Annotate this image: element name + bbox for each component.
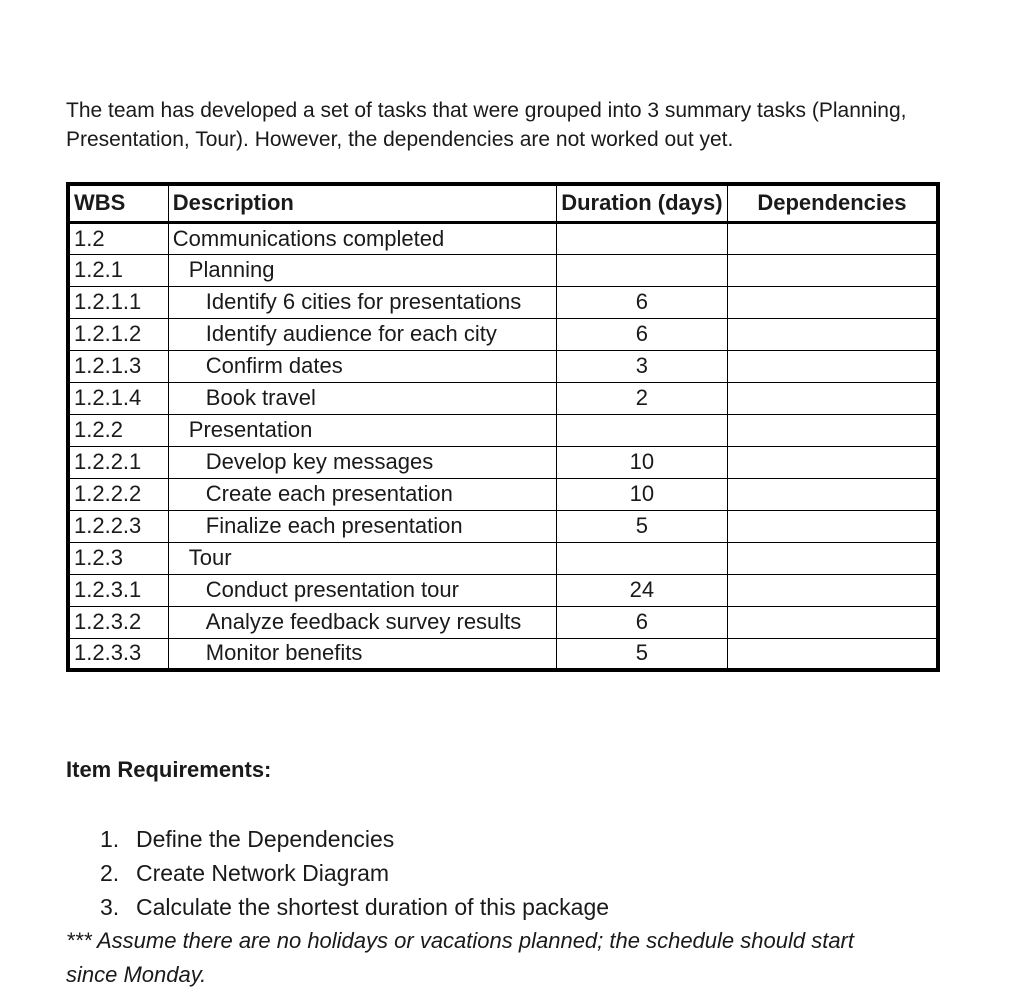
duration-cell: 10	[556, 446, 727, 478]
list-item	[100, 856, 609, 890]
duration-cell	[556, 254, 727, 286]
list-number: 1.	[100, 826, 120, 852]
list-text: Define the Dependencies	[136, 826, 395, 852]
duration-cell	[556, 542, 727, 574]
intro-line-1: The team has developed a set of tasks that were grouped into 3 summary tasks (Planning,	[66, 99, 907, 122]
table-row	[68, 606, 938, 638]
wbs-cell: 1.2.1	[68, 254, 168, 286]
description-cell: Identify audience for each city	[168, 318, 556, 350]
description-cell: Planning	[168, 254, 556, 286]
duration-cell: 10	[556, 478, 727, 510]
table-row	[68, 574, 938, 606]
list-number: 3.	[100, 894, 120, 920]
dependencies-cell	[727, 318, 938, 350]
description-cell: Develop key messages	[168, 446, 556, 478]
duration-cell: 2	[556, 382, 727, 414]
wbs-cell: 1.2.2.1	[68, 446, 168, 478]
table-row	[68, 222, 938, 254]
description-cell: Create each presentation	[168, 478, 556, 510]
wbs-cell: 1.2.2.2	[68, 478, 168, 510]
list-item	[100, 822, 609, 856]
list-number: 2.	[100, 860, 120, 886]
duration-cell	[556, 222, 727, 254]
table-row	[68, 510, 938, 542]
dependencies-cell	[727, 574, 938, 606]
wbs-cell: 1.2.3.1	[68, 574, 168, 606]
note-line-2: since Monday.	[66, 962, 207, 987]
list-text: Create Network Diagram	[136, 860, 390, 886]
dependencies-cell	[727, 254, 938, 286]
table-row	[68, 478, 938, 510]
wbs-cell: 1.2.2.3	[68, 510, 168, 542]
dependencies-cell	[727, 286, 938, 318]
description-cell: Tour	[168, 542, 556, 574]
table-row	[68, 318, 938, 350]
table-row	[68, 286, 938, 318]
wbs-cell: 1.2.3.3	[68, 638, 168, 670]
description-cell: Monitor benefits	[168, 638, 556, 670]
list-item	[100, 890, 609, 924]
table-row	[68, 350, 938, 382]
description-cell: Conduct presentation tour	[168, 574, 556, 606]
duration-cell: 5	[556, 510, 727, 542]
dependencies-cell	[727, 638, 938, 670]
wbs-cell: 1.2.3.2	[68, 606, 168, 638]
wbs-cell: 1.2.2	[68, 414, 168, 446]
duration-cell: 24	[556, 574, 727, 606]
dependencies-cell	[727, 606, 938, 638]
table-row	[68, 254, 938, 286]
header-description: Description	[168, 184, 556, 222]
wbs-cell: 1.2.3	[68, 542, 168, 574]
description-cell: Confirm dates	[168, 350, 556, 382]
description-cell: Communications completed	[168, 222, 556, 254]
duration-cell: 6	[556, 318, 727, 350]
note-line-1: *** Assume there are no holidays or vacations planned; the schedule should start	[66, 928, 854, 953]
duration-cell	[556, 414, 727, 446]
table-header-row	[68, 184, 938, 222]
wbs-cell: 1.2.1.1	[68, 286, 168, 318]
dependencies-cell	[727, 478, 938, 510]
duration-cell: 6	[556, 286, 727, 318]
header-duration: Duration (days)	[556, 184, 727, 222]
dependencies-cell	[727, 350, 938, 382]
dependencies-cell	[727, 222, 938, 254]
wbs-cell: 1.2.1.4	[68, 382, 168, 414]
dependencies-cell	[727, 510, 938, 542]
wbs-cell: 1.2	[68, 222, 168, 254]
table-row	[68, 542, 938, 574]
requirements-heading: Item Requirements:	[66, 757, 272, 782]
intro-line-2: Presentation, Tour). However, the dependencies are not worked out yet.	[66, 128, 734, 151]
wbs-cell: 1.2.1.3	[68, 350, 168, 382]
table-row	[68, 638, 938, 670]
dependencies-cell	[727, 414, 938, 446]
description-cell: Book travel	[168, 382, 556, 414]
list-text: Calculate the shortest duration of this package	[136, 894, 610, 920]
description-cell: Presentation	[168, 414, 556, 446]
description-cell: Analyze feedback survey results	[168, 606, 556, 638]
wbs-cell: 1.2.1.2	[68, 318, 168, 350]
description-cell: Identify 6 cities for presentations	[168, 286, 556, 318]
dependencies-cell	[727, 382, 938, 414]
header-wbs: WBS	[68, 184, 168, 222]
description-cell: Finalize each presentation	[168, 510, 556, 542]
duration-cell: 3	[556, 350, 727, 382]
dependencies-cell	[727, 542, 938, 574]
wbs-table	[66, 182, 940, 672]
table-row	[68, 382, 938, 414]
table-row	[68, 414, 938, 446]
table-row	[68, 446, 938, 478]
requirements-list	[100, 822, 609, 924]
header-dependencies: Dependencies	[727, 184, 938, 222]
duration-cell: 6	[556, 606, 727, 638]
duration-cell: 5	[556, 638, 727, 670]
assumption-note	[66, 924, 1006, 992]
dependencies-cell	[727, 446, 938, 478]
intro-paragraph	[66, 96, 966, 154]
